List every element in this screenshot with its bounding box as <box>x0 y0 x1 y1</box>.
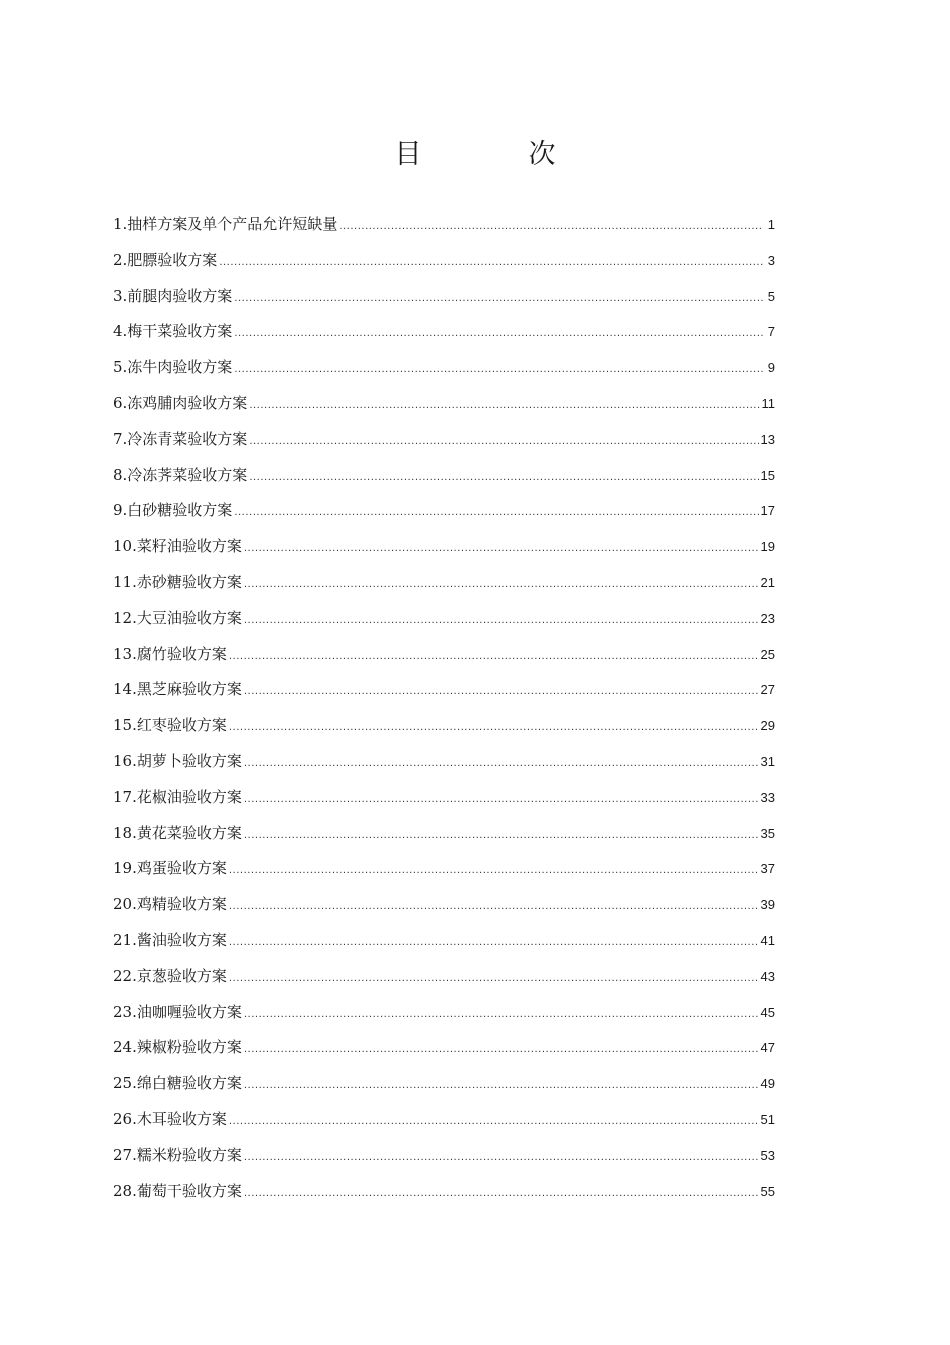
toc-entry[interactable] <box>113 714 775 750</box>
toc-entry-label: 5.冻牛肉验收方案 <box>113 358 233 377</box>
toc-dot-leader <box>339 221 763 232</box>
toc-entry-label: 8.冷冻荠菜验收方案 <box>113 465 248 484</box>
toc-entry-page-number: 53 <box>760 1147 775 1163</box>
toc-entry[interactable] <box>113 1001 775 1037</box>
toc-dot-leader <box>234 293 763 304</box>
table-of-contents <box>113 213 775 1215</box>
toc-entry[interactable] <box>113 929 775 965</box>
toc-entry-label: 1.抽样方案及单个产品允许短缺量 <box>113 215 338 233</box>
toc-dot-leader <box>229 901 759 912</box>
toc-entry-label: 15.红枣验收方案 <box>113 716 227 735</box>
toc-entry-page-number: 3 <box>767 252 775 268</box>
toc-entry-page-number: 55 <box>760 1183 775 1199</box>
toc-entry[interactable] <box>113 249 775 285</box>
toc-dot-leader <box>229 651 759 662</box>
toc-dot-leader <box>229 937 759 948</box>
toc-entry-label: 19.鸡蛋验收方案 <box>113 859 227 878</box>
toc-entry[interactable] <box>113 571 775 607</box>
toc-entry-page-number: 15 <box>760 467 775 483</box>
toc-entry[interactable] <box>113 464 775 500</box>
toc-entry[interactable] <box>113 213 775 249</box>
toc-dot-leader <box>234 328 763 339</box>
toc-entry-page-number: 37 <box>760 861 775 877</box>
toc-entry-label: 4.梅干菜验收方案 <box>113 322 233 341</box>
toc-entry-label: 7.冷冻青菜验收方案 <box>113 429 248 448</box>
toc-dot-leader <box>234 507 758 518</box>
toc-dot-leader <box>244 758 759 769</box>
toc-dot-leader <box>229 865 759 876</box>
toc-dot-leader <box>229 1116 759 1127</box>
toc-dot-leader <box>244 794 759 805</box>
toc-entry[interactable] <box>113 786 775 822</box>
toc-entry-page-number: 5 <box>767 288 775 304</box>
toc-entry-label: 17.花椒油验收方案 <box>113 787 242 806</box>
toc-entry-label: 9.白砂糖验收方案 <box>113 501 233 520</box>
toc-entry[interactable] <box>113 750 775 786</box>
toc-dot-leader <box>244 686 759 697</box>
toc-dot-leader <box>244 1080 759 1091</box>
toc-dot-leader <box>219 257 763 268</box>
toc-entry[interactable] <box>113 428 775 464</box>
toc-entry[interactable] <box>113 965 775 1001</box>
toc-entry-label: 22.京葱验收方案 <box>113 966 227 985</box>
toc-dot-leader <box>229 973 759 984</box>
toc-entry-label: 25.绵白糖验收方案 <box>113 1074 242 1093</box>
toc-entry-page-number: 1 <box>767 217 775 232</box>
toc-entry[interactable] <box>113 1036 775 1072</box>
toc-entry-page-number: 11 <box>761 395 775 411</box>
toc-entry-page-number: 45 <box>760 1004 775 1020</box>
toc-entry[interactable] <box>113 1108 775 1144</box>
toc-entry-label: 28.葡萄干验收方案 <box>113 1181 242 1200</box>
toc-entry-page-number: 35 <box>760 825 775 841</box>
toc-entry-page-number: 29 <box>760 718 775 734</box>
toc-entry-label: 21.酱油验收方案 <box>113 930 227 949</box>
toc-entry[interactable] <box>113 499 775 535</box>
toc-entry[interactable] <box>113 320 775 356</box>
toc-entry-label: 27.糯米粉验收方案 <box>113 1145 242 1164</box>
toc-entry-label: 11.赤砂糖验收方案 <box>113 572 242 591</box>
toc-dot-leader <box>244 1152 759 1163</box>
toc-entry[interactable] <box>113 857 775 893</box>
toc-entry-label: 3.前腿肉验收方案 <box>113 286 233 305</box>
toc-entry-label: 2.肥膘验收方案 <box>113 250 218 269</box>
toc-entry-page-number: 31 <box>760 753 775 769</box>
toc-entry-page-number: 25 <box>760 646 775 662</box>
toc-entry-label: 24.辣椒粉验收方案 <box>113 1038 242 1057</box>
toc-entry-label: 10.菜籽油验收方案 <box>113 537 242 556</box>
toc-dot-leader <box>249 400 759 411</box>
toc-entry-page-number: 13 <box>760 431 775 447</box>
toc-entry-page-number: 41 <box>760 932 775 948</box>
toc-entry-label: 6.冻鸡脯肉验收方案 <box>113 393 248 412</box>
toc-entry-label: 26.木耳验收方案 <box>113 1109 227 1128</box>
toc-entry-page-number: 19 <box>760 539 775 555</box>
toc-entry-page-number: 21 <box>760 574 775 590</box>
toc-dot-leader <box>244 1009 759 1020</box>
toc-entry[interactable] <box>113 535 775 571</box>
toc-entry[interactable] <box>113 607 775 643</box>
toc-dot-leader <box>244 615 759 626</box>
toc-dot-leader <box>244 1188 759 1199</box>
toc-entry-page-number: 9 <box>767 360 775 376</box>
toc-dot-leader <box>249 472 758 483</box>
toc-dot-leader <box>244 1044 759 1055</box>
toc-entry-page-number: 51 <box>760 1111 775 1127</box>
toc-entry[interactable] <box>113 678 775 714</box>
toc-entry-page-number: 39 <box>760 897 775 913</box>
toc-dot-leader <box>249 436 758 447</box>
toc-entry[interactable] <box>113 285 775 321</box>
toc-dot-leader <box>234 364 763 375</box>
toc-entry-label: 16.胡萝卜验收方案 <box>113 751 242 770</box>
toc-entry[interactable] <box>113 893 775 929</box>
toc-entry-page-number: 47 <box>760 1040 775 1056</box>
toc-entry-page-number: 49 <box>760 1076 775 1092</box>
toc-entry-page-number: 7 <box>767 324 775 340</box>
toc-entry[interactable] <box>113 822 775 858</box>
page-title: 目 次 <box>394 139 596 170</box>
toc-entry-page-number: 33 <box>760 789 775 805</box>
toc-entry-label: 12.大豆油验收方案 <box>113 608 242 627</box>
toc-entry-label: 13.腐竹验收方案 <box>113 644 227 663</box>
toc-entry[interactable] <box>113 1144 775 1180</box>
toc-entry-label: 20.鸡精验收方案 <box>113 895 227 914</box>
toc-entry-label: 18.黄花菜验收方案 <box>113 823 242 842</box>
toc-dot-leader <box>244 579 759 590</box>
toc-entry-page-number: 17 <box>760 503 775 519</box>
toc-entry-label: 23.油咖喱验收方案 <box>113 1002 242 1021</box>
toc-entry-page-number: 23 <box>760 610 775 626</box>
toc-entry[interactable] <box>113 1180 775 1216</box>
toc-entry[interactable] <box>113 356 775 392</box>
toc-entry-label: 14.黑芝麻验收方案 <box>113 680 242 699</box>
toc-entry-page-number: 43 <box>760 968 775 984</box>
toc-entry-page-number: 27 <box>760 682 775 698</box>
toc-dot-leader <box>229 722 759 733</box>
toc-entry[interactable] <box>113 392 775 428</box>
toc-dot-leader <box>244 830 759 841</box>
toc-entry[interactable] <box>113 643 775 679</box>
toc-entry[interactable] <box>113 1072 775 1108</box>
toc-dot-leader <box>244 543 759 554</box>
